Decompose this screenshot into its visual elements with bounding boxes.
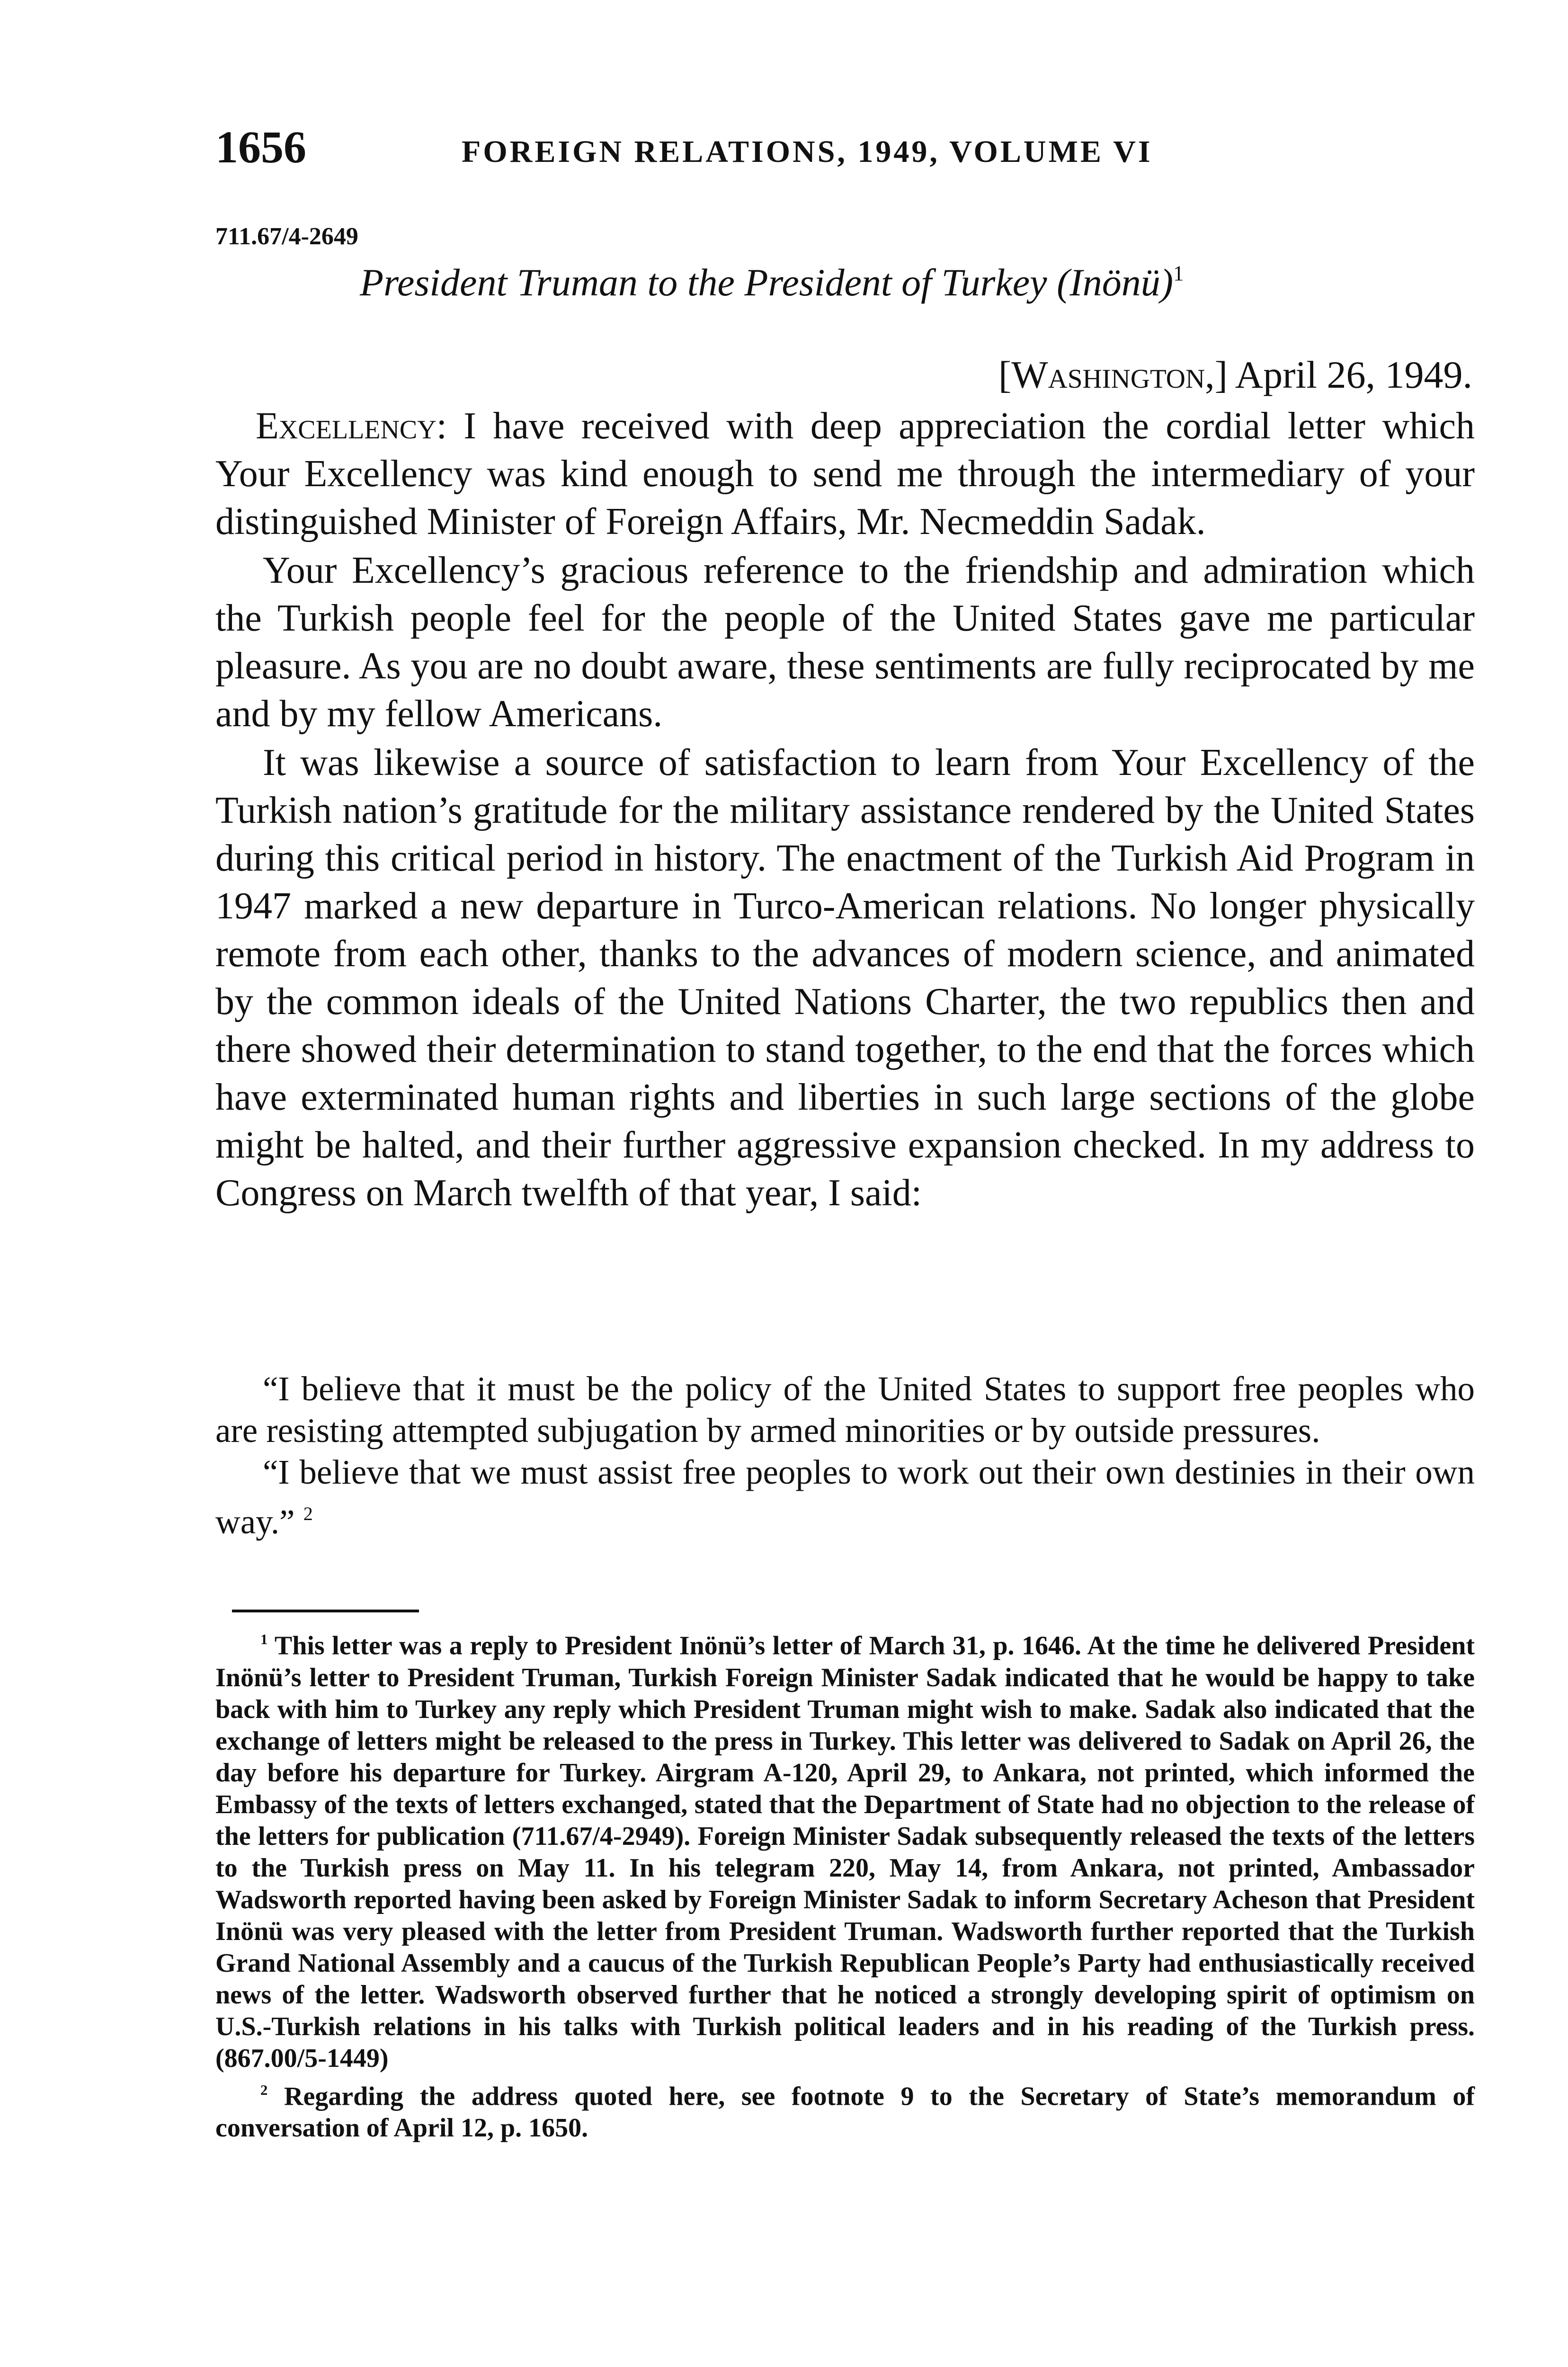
body-paragraph-3: It was likewise a source of satisfaction to learn from Your Excellency of the Turkish nation’s gratitude for the military assistance rendered by the United States during this critical period in history. The enactment of the Turkish Aid Program in 1947 marked a new departure in Turco-American relations. No longer physically remote from each other, thanks to the advances of modern science, and animated by the common ideals of the United Nations Charter, the two republics then and there showed their determination to stand together, to the end that the forces which have exterminated human rights and liberties in such large sections of the globe might be halted, and their further aggressive expansion checked. In my address to Congress on March twelfth of that year, I said:: [215, 742, 1475, 1214]
quote-footnote-ref: 2: [303, 1503, 313, 1524]
footnote-2: [215, 2074, 1475, 2145]
dateline-date: April 26, 1949.: [1235, 353, 1472, 396]
footnote-marker: 1: [260, 1631, 268, 1647]
letter-body: [215, 402, 1475, 1218]
file-number: 711.67/4-2649: [215, 223, 358, 250]
footnote-text: Regarding the address quoted here, see footnote 9 to the Secretary of State’s memorandum of conversation of April 12, p. 1650.: [215, 2082, 1475, 2143]
block-quote: [215, 1368, 1475, 1543]
footnote-divider: [232, 1610, 419, 1612]
dateline-place: [Washington,]: [998, 353, 1228, 396]
footnotes: [215, 1624, 1475, 2144]
page-number: 1656: [215, 122, 306, 172]
running-title: FOREIGN RELATIONS, 1949, VOLUME VI: [462, 134, 1153, 169]
quote-paragraph-2-text: “I believe that we must assist free peoples to work out their own destinies in their own way.”: [215, 1453, 1475, 1541]
footnote-text: This letter was a reply to President Inönü’s letter of March 31, p. 1646. At the time he delivered President Inönü’s letter to President Truman, Turkish Foreign Minister Sadak indicated that he would be happy to take back with him to Turkey any reply which President Truman might wish to make. Sadak also indicated that the exchange of letters might be released to the press in Turkey. This letter was delivered to Sadak on April 26, the day before his departure for Turkey. Airgram A-120, April 29, to Ankara, not printed, which informed the Embassy of the texts of letters exchanged, stated that the Department of State had no objection to the release of the letters for publication (711.67/4-2949). Foreign Minister Sadak subsequently released the texts of the letters to the Turkish press on May 11. In his telegram 220, May 14, from Ankara, not printed, Ambassador Wadsworth reported having been asked by Foreign Minister Sadak to inform Secretary Acheson that President Inönü was very pleased with the letter from President Truman. Wadsworth further reported that the Turkish Grand National Assembly and a caucus of the Turkish Republican People’s Party had enthusiastically received news of the letter. Wadsworth observed further that he noticed a strongly developing spirit of optimism on U.S.-Turkish relations in his talks with Turkish political leaders and in his reading of the Turkish press. (867.00/5-1449): [215, 1631, 1475, 2073]
dateline: [852, 353, 1472, 397]
page-header: [215, 121, 1361, 178]
footnote-1: [215, 1624, 1475, 2074]
document-title-text: President Truman to the President of Turkey (Inönü): [360, 261, 1173, 304]
body-paragraph-2: Your Excellency’s gracious reference to the friendship and admiration which the Turkish people feel for the people of the United States gave me particular pleasure. As you are no doubt aware, these sentiments are fully reciprocated by me and by my fellow Americans.: [215, 550, 1475, 735]
footnote-marker: 2: [260, 2082, 268, 2098]
document-title: [360, 260, 1184, 305]
salutation: Excellency:: [256, 405, 447, 447]
quote-paragraph-2: [215, 1451, 1475, 1543]
quote-paragraph-1: “I believe that it must be the policy of the United States to support free peoples who are resisting attempted subjugation by armed minorities or by outside pressures.: [215, 1370, 1475, 1450]
title-footnote-ref: 1: [1173, 261, 1184, 285]
body-paragraph-1-text: I have received with deep appreciation the cordial letter which Your Excellency was kind enough to send me through the intermediary of your distinguished Minister of Foreign Affairs, Mr. Necmeddin Sadak.: [215, 405, 1475, 543]
body-paragraph-1: [215, 402, 1475, 546]
